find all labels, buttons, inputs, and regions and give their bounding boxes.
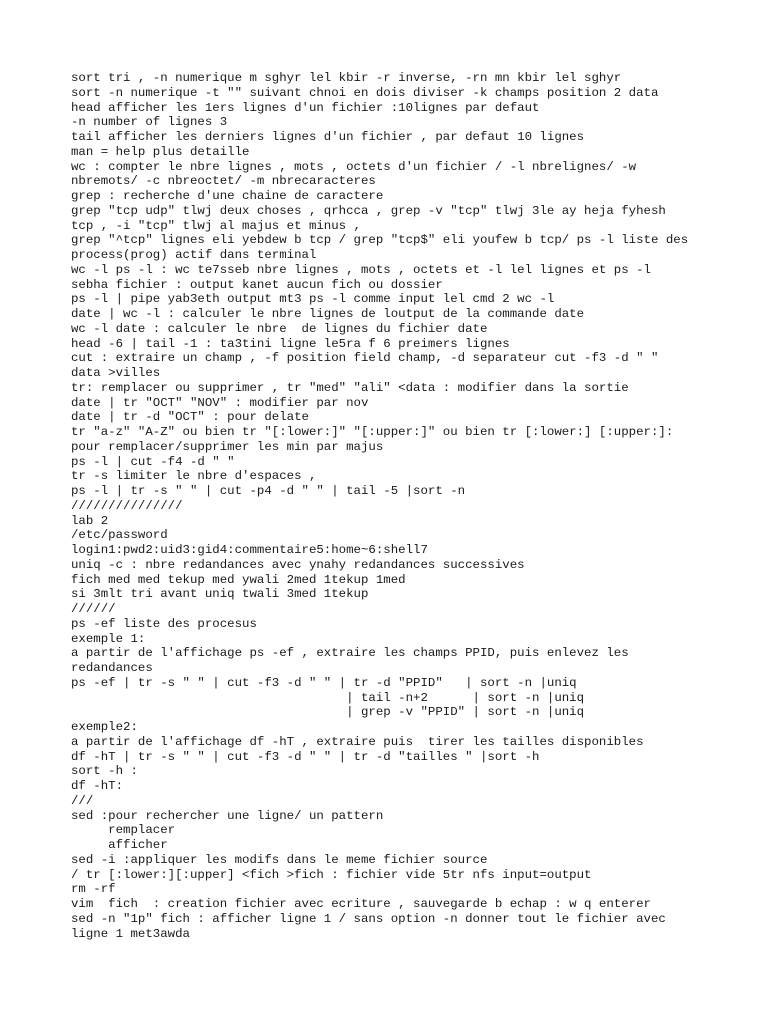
- text-line: a partir de l'affichage ps -ef , extraire les champs PPID, puis enlevez les: [71, 646, 629, 661]
- text-line: exemple 1:: [71, 631, 146, 646]
- text-line: vim fich : creation fichier avec ecriture , sauvegarde b echap : w q enterer: [71, 897, 651, 911]
- text-line: ///: [71, 793, 94, 808]
- text-line: remplacer: [71, 823, 176, 838]
- text-line: redandances: [71, 661, 153, 675]
- text-line: grep "^tcp" lignes eli yebdew b tcp / grep "tcp$" eli youfew b tcp/ ps -l liste des: [71, 233, 689, 248]
- text-line: wc -l date : calculer le nbre de lignes du fichier date: [71, 321, 488, 336]
- text-line: ps -ef liste des procesus: [71, 616, 257, 631]
- text-line: nbremots/ -c nbreoctet/ -m nbrecaracteres: [71, 174, 376, 189]
- text-line: ps -l | pipe yab3eth output mt3 ps -l comme input lel cmd 2 wc -l: [71, 292, 555, 307]
- text-line: fich med med tekup med ywali 2med 1tekup 1med: [71, 572, 406, 587]
- text-line: ps -l | cut -f4 -d " ": [71, 454, 235, 469]
- text-line: pour remplacer/supprimer les min par majus: [71, 439, 384, 454]
- text-line: ps -ef | tr -s " " | cut -f3 -d " " | tr -d "PPID" | sort -n |uniq: [71, 675, 577, 690]
- text-line: sebha fichier : output kanet aucun fich ou dossier: [71, 277, 443, 292]
- text-line: head afficher les 1ers lignes d'un fichier :10lignes par defaut: [71, 100, 540, 115]
- text-line: date | wc -l : calculer le nbre lignes de loutput de la commande date: [71, 307, 585, 321]
- text-line: df -hT:: [71, 779, 124, 793]
- text-line: si 3mlt tri avant uniq twali 3med 1tekup: [71, 587, 369, 602]
- text-line: sed -i :appliquer les modifs dans le meme fichier source: [71, 852, 488, 867]
- text-line: grep "tcp udp" tlwj deux choses , qrhcca , grep -v "tcp" tlwj 3le ay heja fyhesh: [71, 203, 666, 218]
- text-line: grep : recherche d'une chaine de caractere: [71, 189, 384, 203]
- text-line: tr: remplacer ou supprimer , tr "med" "ali" <data : modifier dans la sortie: [71, 380, 629, 395]
- text-line: | tail -n+2 | sort -n |uniq: [71, 690, 585, 705]
- text-line: tr -s limiter le nbre d'espaces ,: [71, 469, 317, 484]
- text-line: rm -rf: [71, 882, 116, 897]
- text-line: //////: [71, 602, 116, 616]
- text-line: login1:pwd2:uid3:gid4:commentaire5:home~6:shell7: [71, 543, 428, 557]
- text-line: wc : compter le nbre lignes , mots , octets d'un fichier / -l nbrelignes/ -w: [71, 159, 637, 174]
- text-line: df -hT | tr -s " " | cut -f3 -d " " | tr -d "tailles " |sort -h: [71, 749, 540, 764]
- text-line: tcp , -i "tcp" tlwj al majus et minus ,: [71, 218, 361, 233]
- text-line: date | tr -d "OCT" : pour delate: [71, 410, 309, 425]
- text-line: data >villes: [71, 366, 161, 380]
- text-line: cut : extraire un champ , -f position field champ, -d separateur cut -f3 -d " ": [71, 351, 659, 366]
- text-line: sed :pour rechercher une ligne/ un pattern: [71, 808, 384, 823]
- text-line: ligne 1 met3awda: [71, 926, 190, 941]
- text-line: process(prog) actif dans terminal: [71, 248, 317, 262]
- text-line: uniq -c : nbre redandances avec ynahy redandances successives: [71, 557, 525, 572]
- text-line: a partir de l'affichage df -hT , extraire puis tirer les tailles disponibles: [71, 734, 644, 749]
- text-line: sed -n "1p" fich : afficher ligne 1 / sans option -n donner tout le fichier avec: [71, 911, 666, 926]
- text-line: date | tr "OCT" "NOV" : modifier par nov: [71, 395, 369, 410]
- text-line: wc -l ps -l : wc te7sseb nbre lignes , mots , octets et -l lel lignes et ps -l: [71, 262, 651, 277]
- text-line: ps -l | tr -s " " | cut -p4 -d " " | tail -5 |sort -n: [71, 484, 466, 498]
- text-line: lab 2: [71, 513, 109, 528]
- text-line: head -6 | tail -1 : ta3tini ligne le5ra f 6 preimers lignes: [71, 336, 510, 351]
- text-line: tr "a-z" "A-Z" ou bien tr "[:lower:]" "[:upper:]" ou bien tr [:lower:] [:upper:]:: [71, 425, 674, 439]
- text-line: ///////////////: [71, 498, 183, 513]
- text-line: sort -h :: [71, 764, 138, 779]
- text-line: tail afficher les derniers lignes d'un fichier , par defaut 10 lignes: [71, 130, 585, 144]
- text-line: afficher: [71, 838, 168, 852]
- text-line: | grep -v "PPID" | sort -n |uniq: [71, 705, 585, 720]
- text-line: man = help plus detaille: [71, 144, 250, 159]
- text-line: / tr [:lower:][:upper] <fich >fich : fichier vide 5tr nfs input=output: [71, 867, 592, 882]
- text-line: exemple2:: [71, 720, 138, 734]
- text-line: /etc/password: [71, 528, 168, 543]
- text-line: sort tri , -n numerique m sghyr lel kbir -r inverse, -rn mn kbir lel sghyr: [71, 71, 622, 85]
- text-line: -n number of lignes 3: [71, 115, 228, 130]
- text-line: sort -n numerique -t "" suivant chnoi en dois diviser -k champs position 2 data: [71, 85, 659, 100]
- document-page: [71, 71, 731, 941]
